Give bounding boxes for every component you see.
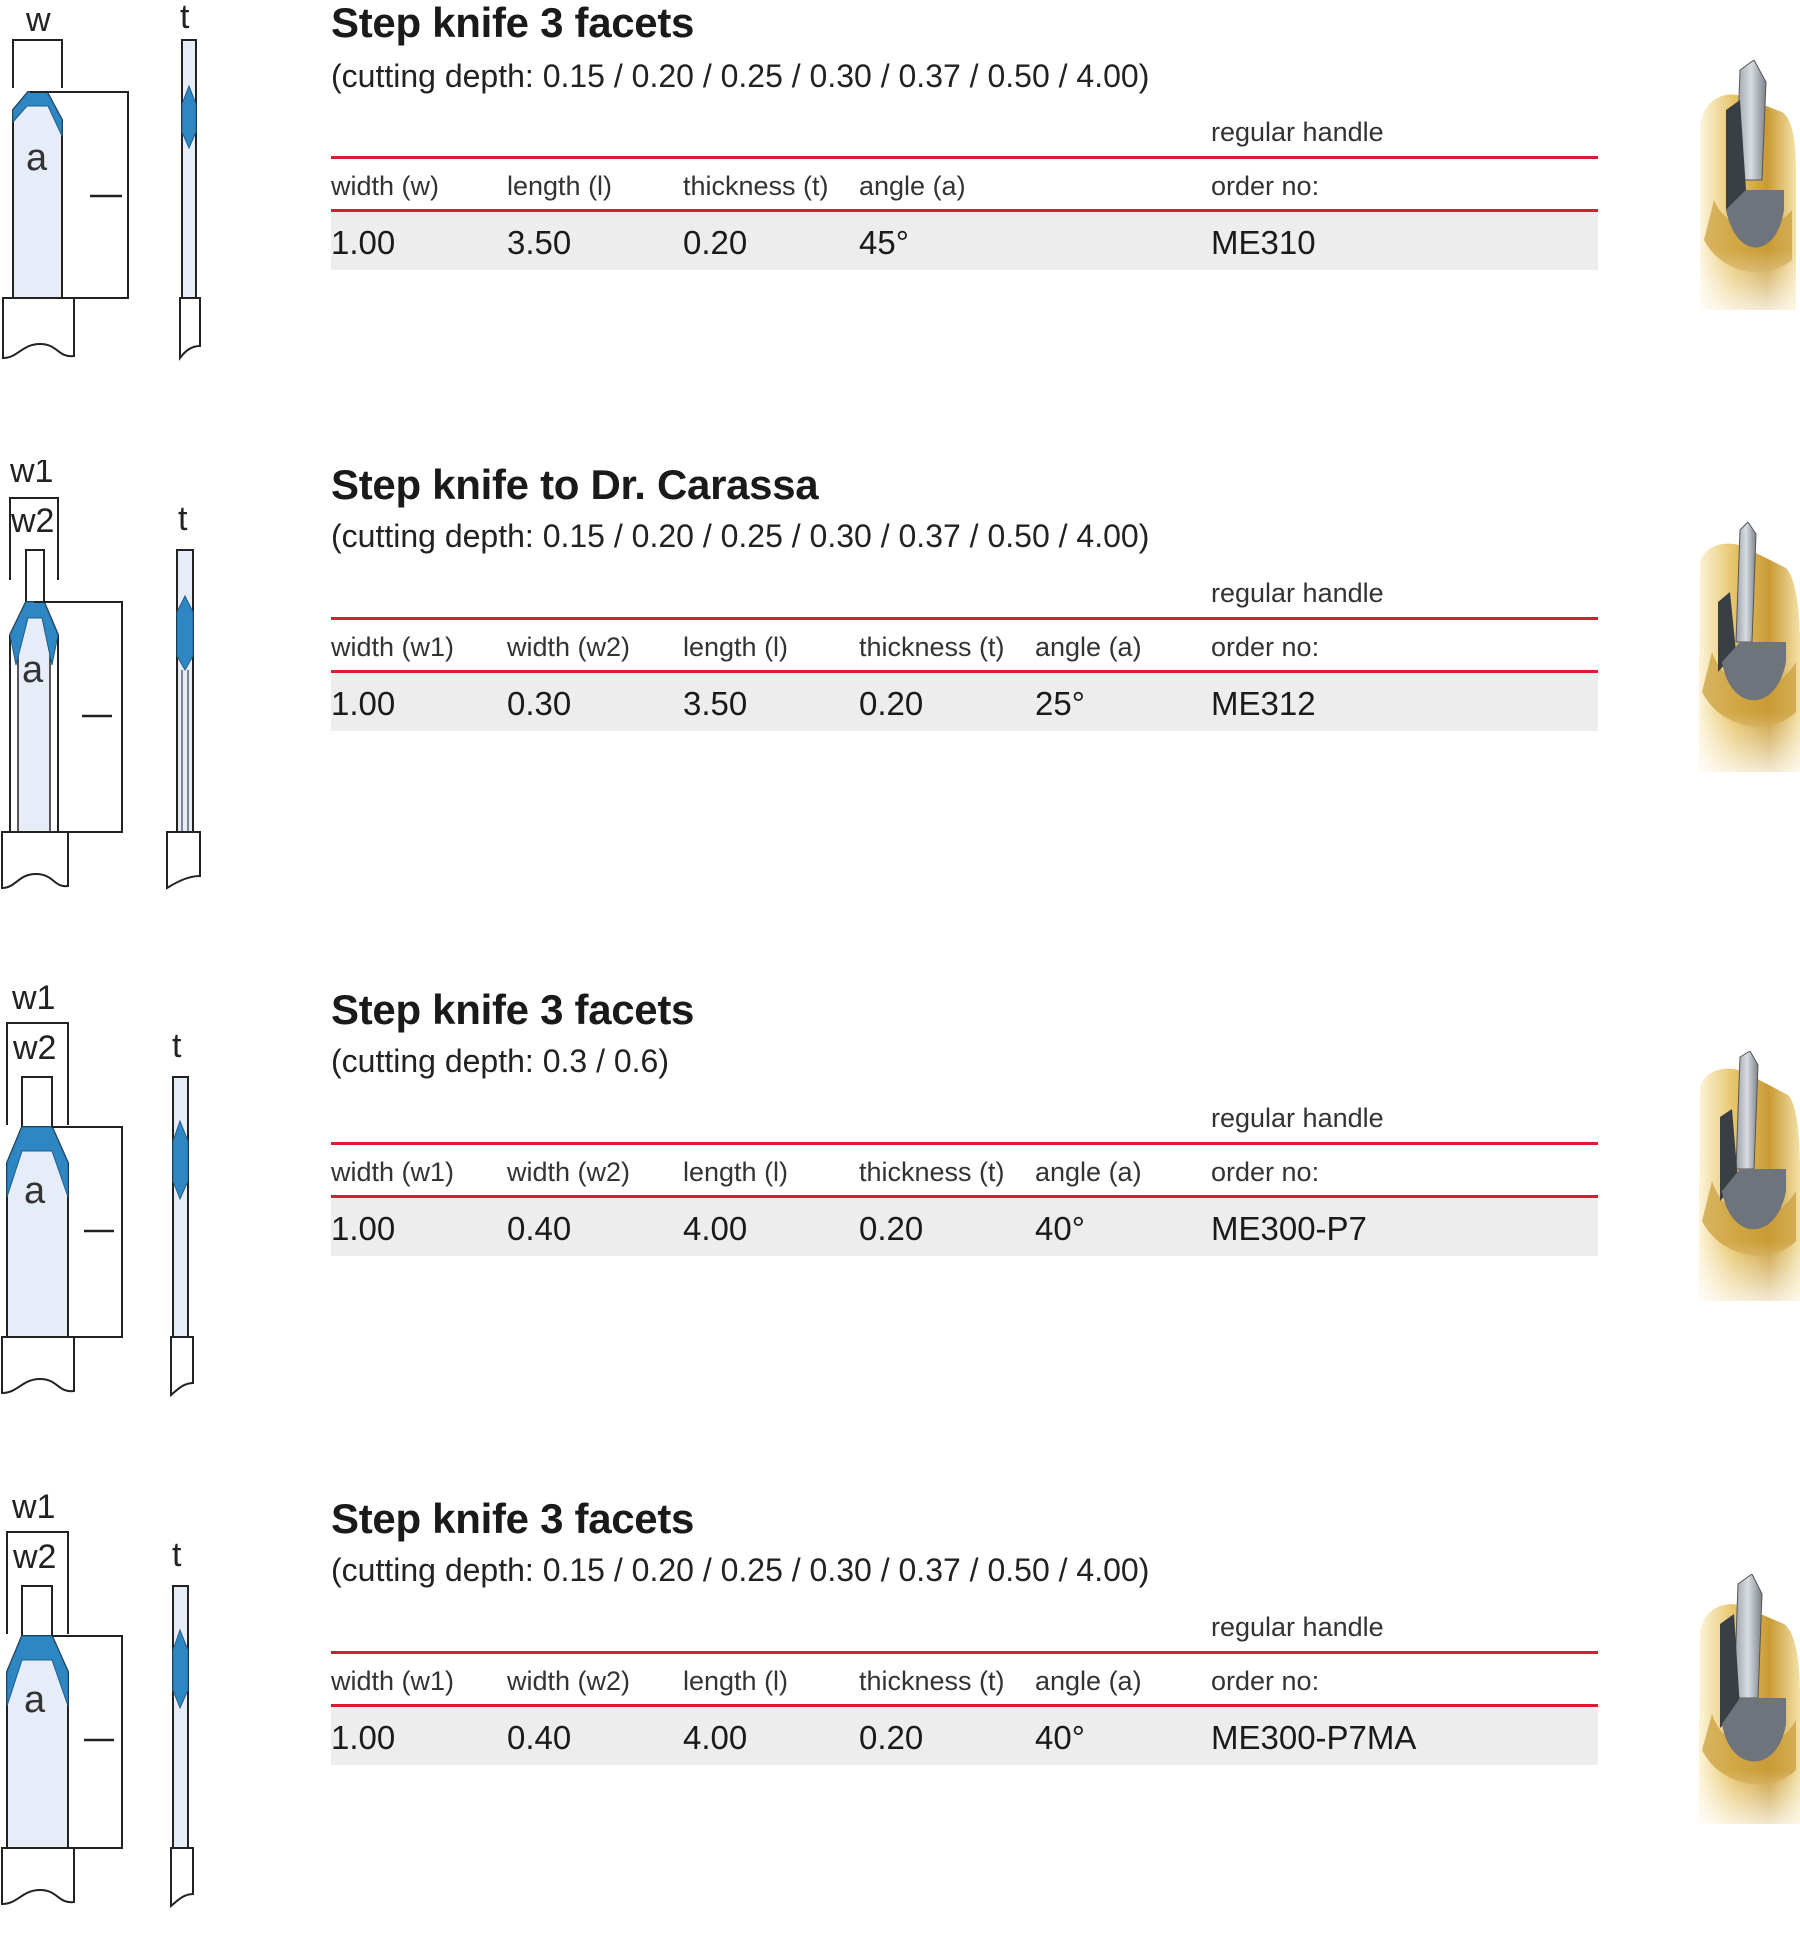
column-header: width (w1)	[331, 1157, 455, 1187]
drawing-label-w1: w1	[12, 1494, 56, 1526]
drawing-label-w1: w1	[12, 985, 56, 1017]
drawing-label-w: w	[26, 1, 51, 39]
section-title: Step knife 3 facets	[331, 1495, 695, 1542]
table-cell: 3.50	[683, 685, 748, 722]
spec-table	[331, 1609, 1598, 1765]
table-cell: 3.50	[507, 224, 572, 261]
order-number: ME310	[1211, 224, 1316, 261]
column-header: length (l)	[507, 171, 613, 201]
table-cell: 0.40	[507, 1210, 572, 1247]
drawing-label-a: a	[26, 137, 48, 179]
table-header-row	[331, 1654, 1598, 1707]
handle-row	[331, 1100, 1598, 1145]
table-cell: 40°	[1035, 1210, 1085, 1247]
cutting-depth: (cutting depth: 0.3 / 0.6)	[331, 1043, 669, 1079]
table-cell: 0.20	[859, 1719, 924, 1756]
knife-technical-drawing	[0, 0, 220, 460]
column-header: angle (a)	[1035, 1666, 1142, 1696]
spec-table	[331, 1100, 1598, 1256]
handle-label: regular handle	[1211, 578, 1384, 608]
drawing-label-w1: w1	[10, 460, 54, 490]
order-number: ME312	[1211, 685, 1316, 722]
product-section	[0, 0, 1800, 460]
column-header: thickness (t)	[859, 1157, 1005, 1187]
column-header: thickness (t)	[859, 632, 1005, 662]
table-cell: 0.30	[507, 685, 572, 722]
table-cell: 0.20	[683, 224, 748, 261]
product-section	[0, 1494, 1800, 1954]
handle-row	[331, 575, 1598, 620]
drawing-label-w2: w2	[13, 1538, 57, 1576]
table-cell: 1.00	[331, 685, 396, 722]
section-title: Step knife to Dr. Carassa	[331, 461, 819, 508]
column-header: angle (a)	[1035, 1157, 1142, 1187]
column-header: length (l)	[683, 632, 789, 662]
drawing-label-t: t	[172, 1536, 182, 1574]
handle-label: regular handle	[1211, 117, 1384, 147]
cutting-depth: (cutting depth: 0.15 / 0.20 / 0.25 / 0.30 / 0.37 / 0.50 / 4.00)	[331, 58, 1150, 94]
column-header: angle (a)	[1035, 632, 1142, 662]
product-section	[0, 460, 1800, 920]
drawing-label-t: t	[172, 1027, 182, 1065]
drawing-label-w2: w2	[11, 502, 55, 540]
drawing-label-a: a	[24, 1679, 46, 1721]
handle-row	[331, 114, 1598, 159]
drawing-label-t: t	[180, 0, 190, 36]
column-header: width (w2)	[507, 1157, 631, 1187]
spec-table	[331, 114, 1598, 270]
table-cell: 1.00	[331, 224, 396, 261]
cutting-depth: (cutting depth: 0.15 / 0.20 / 0.25 / 0.30 / 0.37 / 0.50 / 4.00)	[331, 1552, 1150, 1588]
handle-row	[331, 1609, 1598, 1654]
gold-handle-knife-icon	[1696, 1051, 1800, 1311]
order-number: ME300-P7	[1211, 1210, 1367, 1247]
column-header: angle (a)	[859, 171, 966, 201]
table-header-row	[331, 620, 1598, 673]
knife-technical-drawing	[0, 1494, 220, 1954]
column-header: width (w2)	[507, 632, 631, 662]
table-cell: 1.00	[331, 1210, 396, 1247]
column-header: width (w1)	[331, 632, 455, 662]
table-row	[331, 1707, 1598, 1765]
table-row	[331, 1198, 1598, 1256]
spec-table	[331, 575, 1598, 731]
table-row	[331, 212, 1598, 270]
drawing-label-w2: w2	[13, 1029, 57, 1067]
column-header: width (w2)	[507, 1666, 631, 1696]
gold-handle-knife-icon	[1696, 522, 1800, 782]
drawing-label-t: t	[178, 500, 188, 538]
order-number: ME300-P7MA	[1211, 1719, 1417, 1756]
table-cell: 4.00	[683, 1719, 748, 1756]
section-title: Step knife 3 facets	[331, 0, 695, 46]
column-header: order no:	[1211, 1666, 1320, 1696]
table-cell: 4.00	[683, 1210, 748, 1247]
knife-technical-drawing	[0, 460, 220, 920]
cutting-depth: (cutting depth: 0.15 / 0.20 / 0.25 / 0.30 / 0.37 / 0.50 / 4.00)	[331, 518, 1150, 554]
gold-handle-knife-icon	[1696, 1574, 1800, 1834]
table-cell: 0.20	[859, 1210, 924, 1247]
table-cell: 25°	[1035, 685, 1085, 722]
column-header: thickness (t)	[683, 171, 829, 201]
table-cell: 45°	[859, 224, 909, 261]
section-title: Step knife 3 facets	[331, 986, 695, 1033]
column-header: order no:	[1211, 1157, 1320, 1187]
column-header: length (l)	[683, 1666, 789, 1696]
table-cell: 0.40	[507, 1719, 572, 1756]
column-header: length (l)	[683, 1157, 789, 1187]
gold-handle-knife-icon	[1696, 60, 1800, 320]
column-header: order no:	[1211, 171, 1320, 201]
drawing-label-a: a	[22, 649, 44, 691]
table-cell: 1.00	[331, 1719, 396, 1756]
handle-label: regular handle	[1211, 1612, 1384, 1642]
column-header: width (w1)	[331, 1666, 455, 1696]
handle-label: regular handle	[1211, 1103, 1384, 1133]
drawing-label-a: a	[24, 1170, 46, 1212]
column-header: order no:	[1211, 632, 1320, 662]
knife-technical-drawing	[0, 985, 220, 1445]
column-header: thickness (t)	[859, 1666, 1005, 1696]
table-header-row	[331, 159, 1598, 212]
table-cell: 40°	[1035, 1719, 1085, 1756]
product-section	[0, 985, 1800, 1445]
table-header-row	[331, 1145, 1598, 1198]
column-header: width (w)	[331, 171, 440, 201]
table-cell: 0.20	[859, 685, 924, 722]
table-row	[331, 673, 1598, 731]
